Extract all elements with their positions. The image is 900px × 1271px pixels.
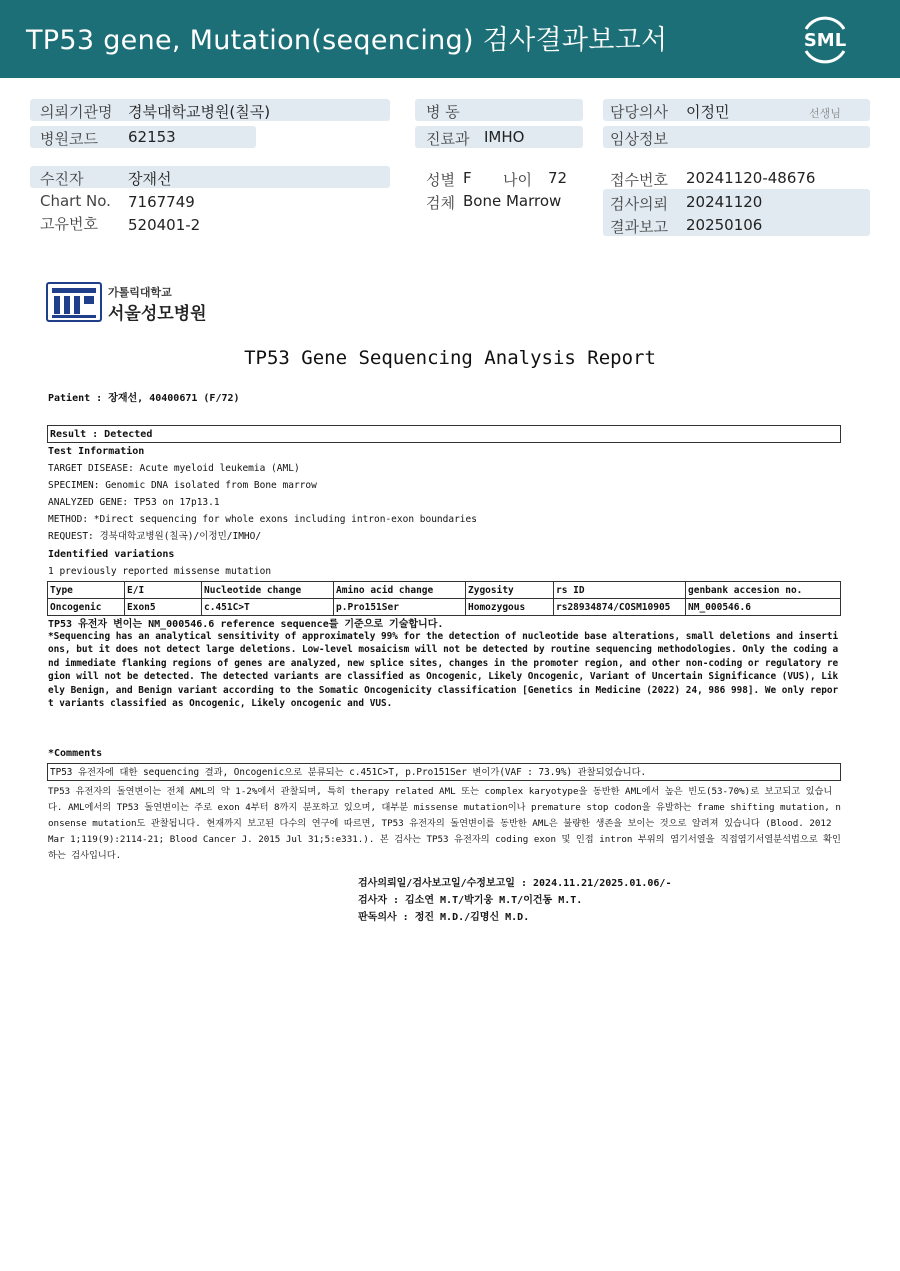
sex-label: 성별: [426, 171, 455, 189]
request-line: REQUEST: 경북대학교병원(칠곡)/이정민/IMHO/: [48, 531, 262, 542]
specimen-line: SPECIMEN: Genomic DNA isolated from Bone marrow: [48, 480, 317, 491]
doctor-value: 이정민: [686, 103, 730, 121]
table-cell: rs28934874/COSM10905: [554, 599, 686, 616]
hospital-code-value: 62153: [128, 128, 176, 146]
patient-bar: [30, 166, 390, 188]
analyzed-gene: ANALYZED GENE: TP53 on 17p13.1: [48, 497, 220, 508]
specimen-value: Bone Marrow: [463, 192, 562, 210]
tester-line: 검사자 : 김소연 M.T/박기웅 M.T/이건동 M.T.: [358, 895, 583, 906]
sex-value: F: [463, 169, 472, 187]
age-value: 72: [548, 169, 568, 187]
report-title: TP53 Gene Sequencing Analysis Report: [244, 347, 656, 369]
ward-label: 병 동: [426, 103, 460, 121]
result-date-label: 결과보고: [610, 218, 668, 236]
hospital-code-label: 병원코드: [40, 130, 98, 148]
comment-body: TP53 유전자의 돌연변이는 전체 AML의 약 1-2%에서 관찰되며, 특히 therapy related AML 또는 complex karyotype을 동반한 AML에서 높은 빈도(53-70%)로 보고되고 있습니다. AML에서의 TP53 돌연변이는 주로 exon 4부터 8까지 분포하고 있으며, 대부분 missense mutation이나 premature stop codon을 유발하는 frame shifting mutation, nonsense mutation도 관찰됩니다. 현재까지 보고된 다수의 연구에 따르면, TP53 유전자의 돌연변이를 동반한 AML은 불량한 생존을 보이는 것으로 알려져 있습니다 (Blood. 2012 Mar 1;119(9):2114-21; Blood Cancer J. 2015 Jul 31;5:e331.). 본 검사는 TP53 유전자의 coding exon 및 인접 intron 부위의 염기서열을 직접염기서열분석법으로 확인하는 검사입니다.: [48, 786, 841, 861]
variant-table: [47, 581, 841, 616]
header-bar: [0, 0, 900, 78]
identified-heading: Identified variations: [48, 549, 175, 560]
table-cell: Oncogenic: [48, 599, 125, 616]
target-disease: TARGET DISEASE: Acute myeloid leukemia (AML): [48, 463, 300, 474]
table-header-cell: rs ID: [554, 582, 686, 599]
institution-value: 경북대학교병원(칠곡): [128, 103, 271, 121]
dept-label: 진료과: [426, 130, 470, 148]
page-title: TP53 gene, Mutation(seqencing) 검사결과보고서: [26, 25, 668, 56]
table-cell: Homozygous: [466, 599, 554, 616]
patient-line: Patient : 장재선, 40400671 (F/72): [48, 393, 240, 404]
reader-line: 판독의사 : 정진 M.D./김명신 M.D.: [358, 912, 530, 923]
receipt-value: 20241120-48676: [686, 169, 816, 187]
comment-box-text: TP53 유전자에 대한 sequencing 결과, Oncogenic으로 분류되는 c.451C>T, p.Pro151Ser 변이가(VAF : 73.9%) 관찰되었습니다.: [50, 767, 647, 778]
method-line: METHOD: *Direct sequencing for whole exons including intron-exon boundaries: [48, 514, 477, 525]
hospital-name: 서울성모병원: [108, 304, 207, 324]
result-line: Result : Detected: [50, 429, 153, 440]
table-header-cell: Type: [48, 582, 125, 599]
dept-value: IMHO: [484, 128, 525, 146]
id-value: 520401-2: [128, 216, 201, 234]
patient-label: 수진자: [40, 170, 84, 188]
request-date-label: 검사의뢰: [610, 195, 668, 213]
reference-note: TP53 유전자 변이는 NM_000546.6 reference sequence를 기준으로 기술합니다.: [48, 619, 444, 630]
result-date-value: 20250106: [686, 216, 763, 234]
table-cell: p.Pro151Ser: [334, 599, 466, 616]
table-cell: NM_000546.6: [686, 599, 841, 616]
specimen-label: 검체: [426, 194, 455, 212]
institution-label: 의뢰기관명: [40, 103, 113, 121]
comments-heading: *Comments: [48, 748, 103, 759]
result-box: [47, 425, 841, 443]
doctor-label: 담당의사: [610, 103, 668, 121]
patient-value: 장재선: [128, 170, 172, 188]
table-cell: Exon5: [125, 599, 202, 616]
table-header-cell: E/I: [125, 582, 202, 599]
table-header-cell: Amino acid change: [334, 582, 466, 599]
age-label: 나이: [503, 171, 532, 189]
doctor-suffix: 선생님: [809, 107, 841, 120]
request-date-value: 20241120: [686, 193, 763, 211]
variant-table-header-row: [48, 582, 841, 599]
chart-label: Chart No.: [40, 192, 111, 210]
identified-desc: 1 previously reported missense mutation: [48, 566, 272, 577]
receipt-label: 접수번호: [610, 171, 668, 189]
test-info-heading: Test Information: [48, 446, 145, 457]
clinical-label: 임상정보: [610, 130, 668, 148]
hospital-emblem-icon: [46, 282, 102, 322]
id-label: 고유번호: [40, 215, 98, 233]
sml-logo-text: SML: [803, 30, 847, 51]
table-header-cell: Zygosity: [466, 582, 554, 599]
dates-line: 검사의뢰일/검사보고일/수정보고일 : 2024.11.21/2025.01.06/-: [358, 878, 672, 889]
table-header-cell: genbank accesion no.: [686, 582, 841, 599]
hospital-sub-name: 가톨릭대학교: [108, 286, 172, 299]
table-row: [48, 599, 841, 616]
sensitivity-note: *Sequencing has an analytical sensitivity of approximately 99% for the detection of nucleotide base alterations, small deletions and insertions, but it does not detect large deletions. Low-level mosaicism will not be detected by routine sequencing methodologies. Only the coding and immediate flanking regions of genes are analyzed, new splice sites, changes in the promoter region, and other non-coding or regulatory region will not be detected. The detected variants are classified as Oncogenic, Likely Oncogenic, Variant of Uncertain Significance (VUS), Likely Benign, and Benign variant according to the Somatic Oncogenicity classification [Genetics in Medicine (2022) 24, 986 998]. We only report variants classified as Oncogenic, Likely oncogenic and VUS.: [48, 631, 839, 710]
table-header-cell: Nucleotide change: [202, 582, 334, 599]
table-cell: c.451C>T: [202, 599, 334, 616]
sml-logo: [796, 12, 854, 66]
chart-value: 7167749: [128, 193, 195, 211]
